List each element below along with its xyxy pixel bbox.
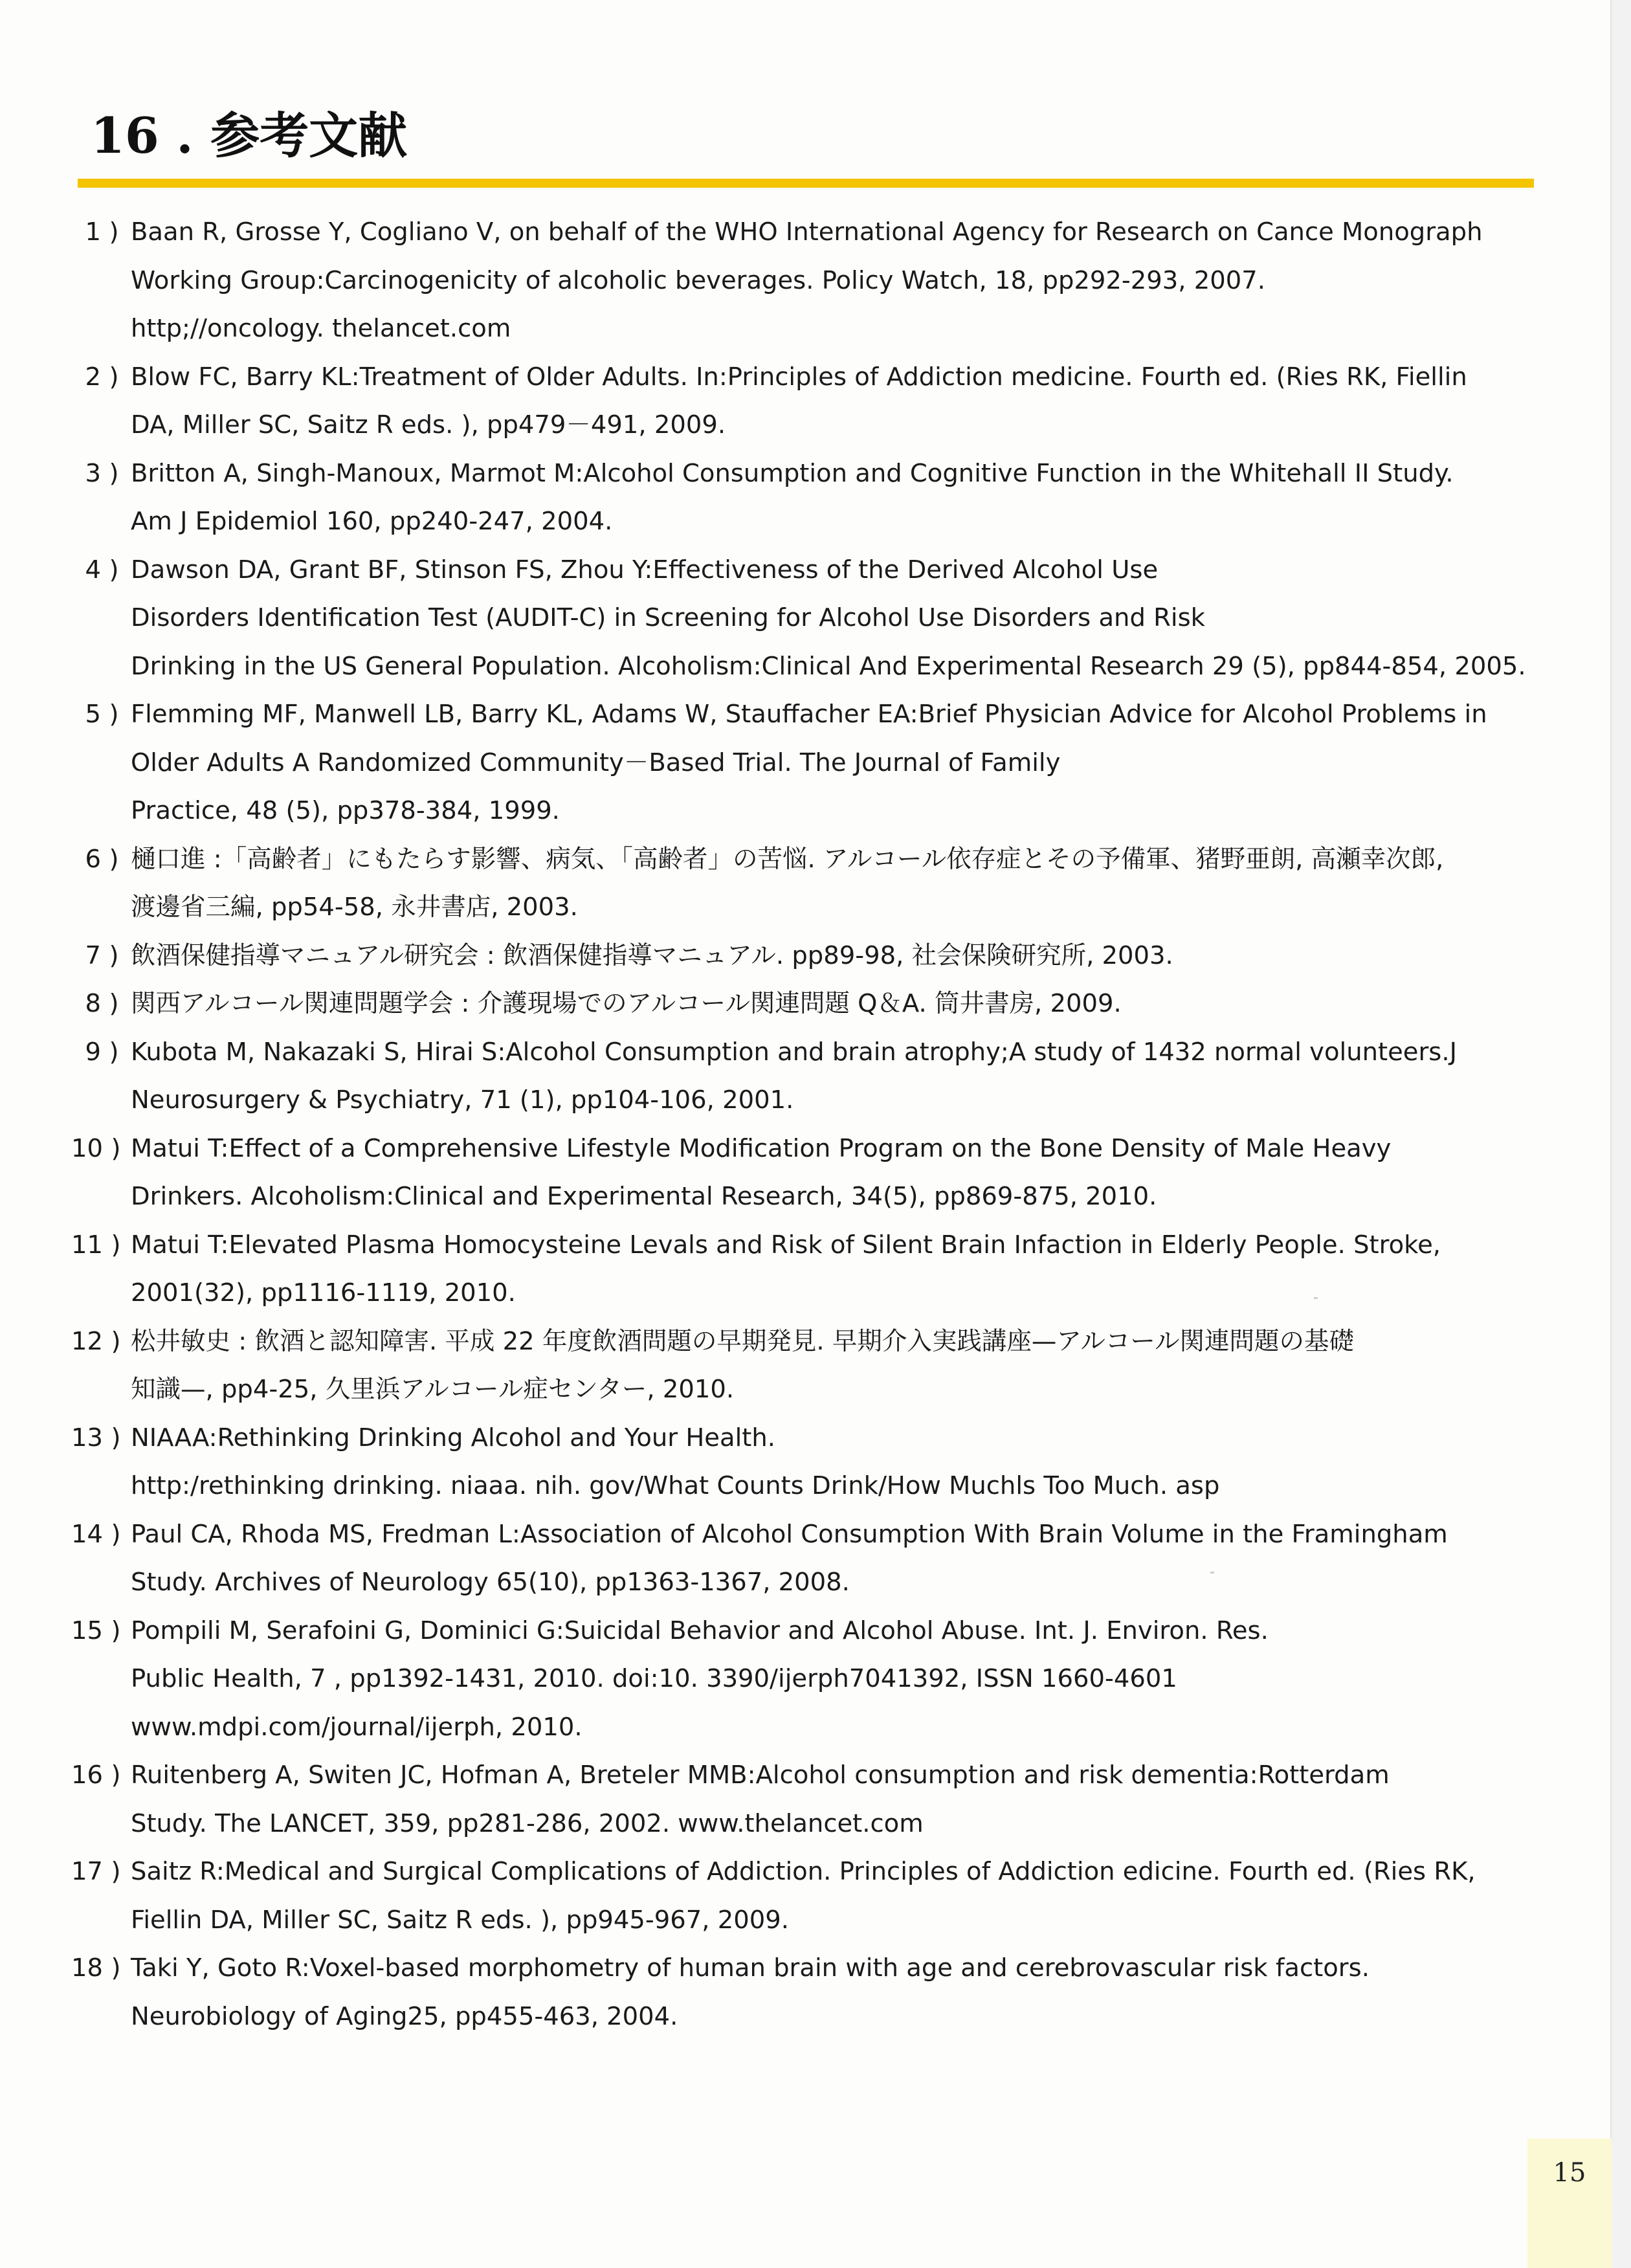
reference-item (71, 1848, 1547, 1944)
reference-line: Public Health, 7 , pp1392-1431, 2010. doi:10. 3390/ijerph7041392, ISSN 1660-4601 (131, 1664, 1177, 1693)
reference-number: 7 ) (85, 940, 119, 970)
reference-line: Saitz R:Medical and Surgical Complications of Addiction. Principles of Addiction edicine. Fourth ed. (Ries RK, (131, 1857, 1476, 1886)
reference-list (71, 208, 1547, 2041)
reference-number: 12 ) (71, 1326, 121, 1356)
reference-text (127, 1848, 1547, 1944)
reference-number-value: 5 (85, 700, 101, 729)
reference-text (127, 1607, 1547, 1752)
reference-line: 知識—, pp4-25, 久里浜アルコール症センター, 2010. (131, 1375, 735, 1404)
reference-number: 16 ) (71, 1761, 121, 1790)
reference-item (71, 691, 1547, 836)
reference-number-value: 13 (71, 1423, 103, 1452)
reference-number: 8 ) (85, 989, 119, 1018)
reference-number: 17 ) (71, 1857, 121, 1886)
reference-line: 渡邊省三編, pp54-58, 永井書店, 2003. (131, 893, 578, 922)
reference-number-value: 17 (71, 1857, 103, 1886)
reference-text (127, 1414, 1547, 1511)
reference-number: 18 ) (71, 1953, 121, 1983)
title-underline (78, 179, 1534, 188)
reference-number: 3 ) (85, 458, 119, 488)
reference-item (71, 1028, 1547, 1125)
reference-item (71, 980, 1547, 1028)
reference-line: 松井敏史 : 飲酒と認知障害. 平成 22 年度飲酒問題の早期発見. 早期介入実践講座—アルコール関連問題の基礎 (131, 1326, 1355, 1356)
reference-line: Disorders Identification Test (AUDIT-C) in Screening for Alcohol Use Disorders and Risk (131, 603, 1205, 632)
reference-line: 樋口進 :「高齢者」にもたらす影響、病気、「高齢者」の苦悩. アルコール依存症とその予備軍、猪野亜朗, 高瀬幸次郎, (131, 844, 1444, 874)
reference-line: Taki Y, Goto R:Voxel-based morphometry of human brain with age and cerebrovascular risk factors. (131, 1953, 1370, 1983)
reference-line: Matui T:Effect of a Comprehensive Lifestyle Modification Program on the Bone Density of Male Heavy (131, 1133, 1392, 1163)
reference-line: Study. Archives of Neurology 65(10), pp1363-1367, 2008. (131, 1568, 850, 1597)
reference-item (71, 932, 1547, 981)
reference-text (127, 1028, 1547, 1125)
reference-number: 15 ) (71, 1616, 121, 1645)
reference-line: 関西アルコール関連問題学会 : 介護現場でのアルコール関連問題 Q＆A. 筒井書房, 2009. (131, 989, 1122, 1018)
scan-speck (1210, 1572, 1214, 1573)
reference-text (127, 1318, 1547, 1414)
scan-edge (1610, 0, 1631, 2268)
reference-item (71, 1511, 1547, 1607)
reference-text (127, 208, 1547, 353)
reference-number-value: 8 (85, 989, 101, 1018)
reference-text (127, 353, 1547, 450)
page-number: 15 (1553, 2158, 1586, 2188)
reference-number-value: 9 (85, 1037, 101, 1067)
reference-item (71, 1944, 1547, 2041)
reference-item (71, 1318, 1547, 1414)
reference-number-value: 16 (71, 1761, 103, 1790)
reference-item (71, 450, 1547, 546)
reference-line: Neurobiology of Aging25, pp455-463, 2004. (131, 2001, 678, 2031)
reference-line: http:/rethinking drinking. niaaa. nih. gov/What Counts Drink/How Muchls Too Much. asp (131, 1471, 1220, 1500)
reference-text (127, 546, 1547, 691)
reference-item (71, 1125, 1547, 1221)
reference-text (127, 1751, 1547, 1848)
reference-number-value: 10 (71, 1133, 103, 1163)
reference-line: 飲酒保健指導マニュアル研究会 : 飲酒保健指導マニュアル. pp89-98, 社会保険研究所, 2003. (131, 940, 1173, 970)
reference-number-value: 2 (85, 362, 101, 392)
reference-line: Matui T:Elevated Plasma Homocysteine Levals and Risk of Silent Brain Infaction in Elderly People. Stroke, (131, 1230, 1441, 1260)
reference-line: Kubota M, Nakazaki S, Hirai S:Alcohol Consumption and brain atrophy;A study of 1432 normal volunteers.J (131, 1037, 1457, 1067)
reference-line: Ruitenberg A, Switen JC, Hofman A, Breteler MMB:Alcohol consumption and risk dementia:Rotterdam (131, 1761, 1390, 1790)
reference-number-value: 4 (85, 555, 101, 584)
reference-line: Working Group:Carcinogenicity of alcoholic beverages. Policy Watch, 18, pp292-293, 2007. (131, 265, 1265, 295)
reference-number: 10 ) (71, 1133, 121, 1163)
reference-item (71, 836, 1547, 932)
reference-line: DA, Miller SC, Saitz R eds. ), pp479－491, 2009. (131, 410, 726, 439)
reference-number: 13 ) (71, 1423, 121, 1452)
reference-line: 2001(32), pp1116-1119, 2010. (131, 1278, 516, 1307)
reference-text (127, 691, 1547, 836)
reference-number: 11 ) (71, 1230, 121, 1260)
reference-line: Fiellin DA, Miller SC, Saitz R eds. ), pp945-967, 2009. (131, 1905, 789, 1935)
reference-text (127, 1944, 1547, 2041)
reference-line: NIAAA:Rethinking Drinking Alcohol and Your Health. (131, 1423, 776, 1452)
reference-text (127, 1511, 1547, 1607)
reference-item (71, 1414, 1547, 1511)
reference-item (71, 1751, 1547, 1848)
reference-line: http;//oncology. thelancet.com (131, 314, 511, 343)
reference-text (127, 1221, 1547, 1318)
reference-number: 14 ) (71, 1519, 121, 1549)
reference-line: Blow FC, Barry KL:Treatment of Older Adults. In:Principles of Addiction medicine. Fourth ed. (Ries RK, Fiellin (131, 362, 1467, 392)
reference-line: Pompili M, Serafoini G, Dominici G:Suicidal Behavior and Alcohol Abuse. Int. J. Environ. Res. (131, 1616, 1269, 1645)
reference-line: www.mdpi.com/journal/ijerph, 2010. (131, 1712, 582, 1742)
scan-speck (1314, 1297, 1318, 1299)
reference-item (71, 353, 1547, 450)
reference-number-value: 7 (85, 940, 101, 970)
reference-number-value: 6 (85, 844, 101, 874)
reference-number: 6 ) (85, 844, 119, 874)
reference-number: 5 ) (85, 700, 119, 729)
section-title: 16 . 参考文献 (91, 107, 408, 164)
reference-text (127, 836, 1547, 932)
reference-line: Paul CA, Rhoda MS, Fredman L:Association of Alcohol Consumption With Brain Volume in the Framingham (131, 1519, 1448, 1549)
reference-line: Drinkers. Alcoholism:Clinical and Experimental Research, 34(5), pp869-875, 2010. (131, 1182, 1157, 1211)
reference-number-value: 11 (71, 1230, 103, 1260)
reference-item (71, 1607, 1547, 1752)
reference-text (127, 980, 1547, 1028)
reference-number-value: 18 (71, 1953, 103, 1983)
reference-number: 1 ) (85, 217, 119, 247)
reference-line: Neurosurgery & Psychiatry, 71 (1), pp104-106, 2001. (131, 1085, 794, 1115)
reference-text (127, 450, 1547, 546)
reference-line: Britton A, Singh-Manoux, Marmot M:Alcohol Consumption and Cognitive Function in the Whitehall II Study. (131, 458, 1454, 488)
reference-item (71, 1221, 1547, 1318)
reference-number-value: 12 (71, 1326, 103, 1356)
reference-line: Practice, 48 (5), pp378-384, 1999. (131, 796, 560, 825)
page-number-box (1527, 2139, 1612, 2268)
reference-number-value: 3 (85, 458, 101, 488)
reference-line: Older Adults A Randomized Community－Based Trial. The Journal of Family (131, 748, 1061, 777)
reference-item (71, 546, 1547, 691)
reference-line: Am J Epidemiol 160, pp240-247, 2004. (131, 507, 613, 536)
reference-line: Dawson DA, Grant BF, Stinson FS, Zhou Y:Effectiveness of the Derived Alcohol Use (131, 555, 1159, 584)
reference-number: 9 ) (85, 1037, 119, 1067)
reference-number-value: 1 (85, 217, 101, 247)
reference-number-value: 15 (71, 1616, 103, 1645)
reference-number: 2 ) (85, 362, 119, 392)
reference-number: 4 ) (85, 555, 119, 584)
reference-line: Baan R, Grosse Y, Cogliano V, on behalf of the WHO International Agency for Research on Cance Monograph (131, 217, 1483, 247)
reference-line: Flemming MF, Manwell LB, Barry KL, Adams W, Stauffacher EA:Brief Physician Advice for Alcohol Problems in (131, 700, 1487, 729)
reference-text (127, 932, 1547, 981)
reference-text (127, 1125, 1547, 1221)
reference-number-value: 14 (71, 1519, 103, 1549)
reference-line: Study. The LANCET, 359, pp281-286, 2002. www.thelancet.com (131, 1808, 924, 1838)
reference-item (71, 208, 1547, 353)
reference-line: Drinking in the US General Population. Alcoholism:Clinical And Experimental Research 29 (5), pp844-854, 2005. (131, 651, 1526, 681)
